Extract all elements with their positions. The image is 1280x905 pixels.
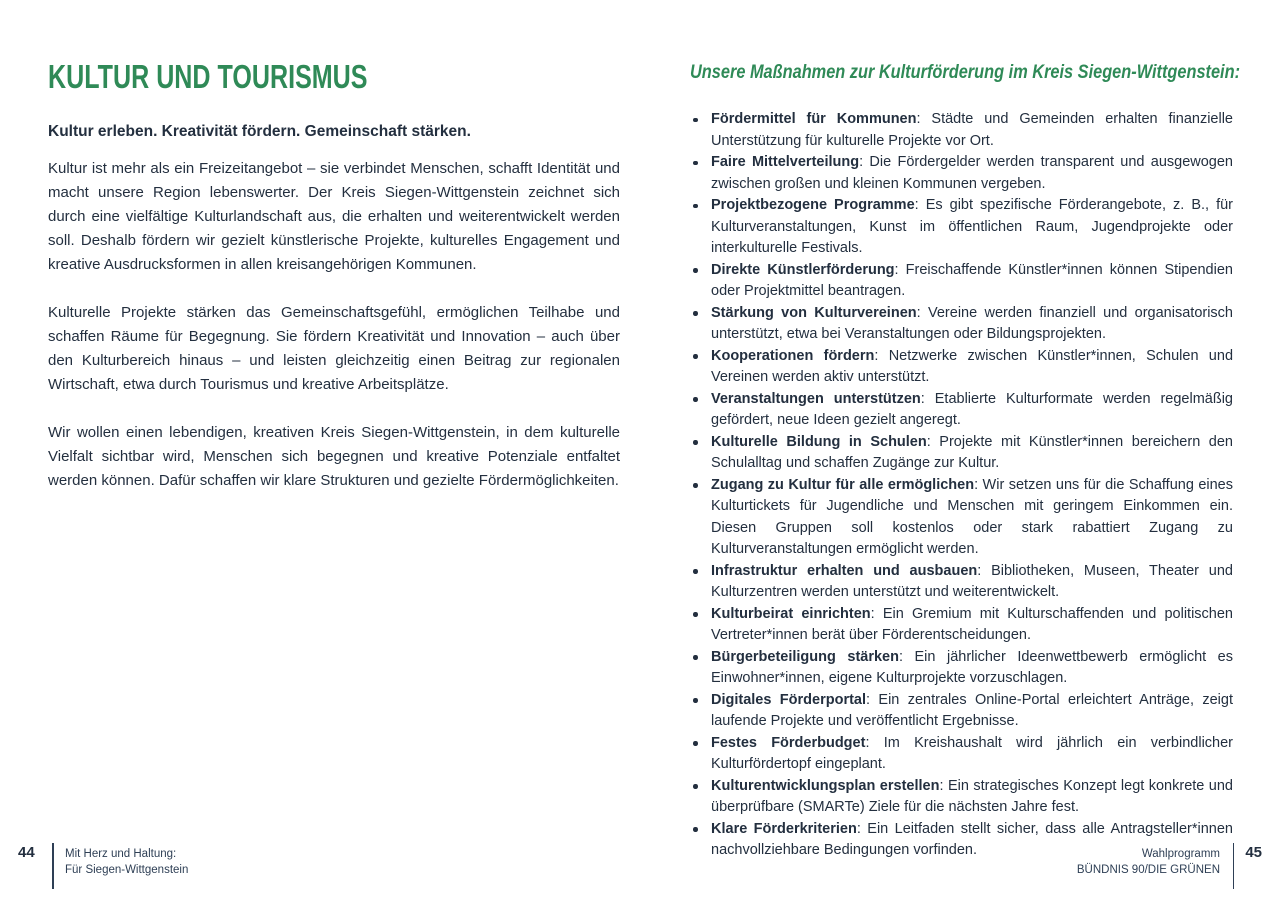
list-item	[690, 475, 1233, 561]
measure-term: Projektbezogene Programme	[711, 197, 915, 213]
list-item	[690, 303, 1233, 346]
bullet-icon	[693, 483, 698, 488]
measure-desc: : Wir setzen uns für die Schaffung eines Kulturtickets für Jugendliche und Menschen mit geringem Einkommen ein. Diesen Gruppen soll kostenlos oder stark rabattiert Zugang zu Kulturveranstaltungen ermöglicht werden.	[711, 476, 1233, 557]
paragraph-3: Wir wollen einen lebendigen, kreativen Kreis Siegen-Wittgenstein, in dem kulturelle Vielfalt sichtbar wird, Menschen sich begegnen und kreative Potenziale entfaltet werden können. Dafür schaffen wir klare Strukturen und gezielte Fördermöglichkeiten.	[48, 424, 620, 489]
footer-line: Wahlprogramm	[1141, 848, 1220, 860]
bullet-icon	[693, 354, 698, 359]
measure-term: Veranstaltungen unterstützen	[711, 390, 921, 407]
bullet-icon	[693, 311, 698, 316]
measure-term: Kulturentwicklungsplan erstellen	[711, 777, 940, 794]
list-item	[690, 604, 1233, 647]
list-item	[690, 260, 1233, 303]
bullet-icon	[693, 268, 698, 273]
footer-line: BÜNDNIS 90/DIE GRÜNEN	[1076, 864, 1220, 876]
measure-term: Stärkung von Kulturvereinen	[711, 304, 917, 321]
measure-term: Festes Förderbudget	[711, 734, 866, 751]
measure-term: Bürgerbeteiligung stärken	[711, 648, 899, 665]
measure-term: Direkte Künstlerförderung	[711, 261, 895, 278]
footer-imprint-right	[1077, 846, 1220, 878]
measure-term: Kulturelle Bildung in Schulen	[711, 433, 927, 450]
right-page	[690, 62, 1241, 862]
measure-desc: : Ein zentrales Online-Portal erleichtert Anträge, zeigt laufende Projekte und veröffentlicht Ergebnisse.	[711, 691, 1233, 729]
paragraph-1: Kultur ist mehr als ein Freizeitangebot – sie verbindet Menschen, schafft Identität und macht unsere Region lebenswerter. Der Kreis Siegen-Wittgenstein zeichnet sich durch eine vielfältige Kulturlandschaft aus, die erhalten und weiterentwickelt werden soll. Deshalb fördern wir gezielt künstlerische Projekte, kulturelles Engagement und kreative Ausdrucksformen in allen kreisangehörigen Kommunen.	[48, 160, 620, 273]
measure-desc: : Es gibt spezifische Förderangebote, z. B., für Kulturveranstaltungen, Kunst im öffentlichen Raum, Jugendprojekte oder interkulturelle Festivals.	[711, 197, 1233, 256]
bullet-icon	[693, 741, 698, 746]
bullet-icon	[693, 655, 698, 660]
measure-term: Faire Mittelverteilung	[711, 154, 860, 170]
bullet-icon	[693, 784, 698, 789]
measure-desc: : Projekte mit Künstler*innen bereichern den Schulalltag und schaffen Zugänge zur Kultur.	[711, 433, 1233, 471]
bullet-icon	[693, 569, 698, 574]
footer-line: Für Siegen-Wittgenstein	[65, 864, 189, 876]
measure-desc: : Städte und Gemeinden erhalten finanzielle Unterstützung für kulturelle Projekte vor Ort.	[711, 111, 1233, 149]
list-item	[690, 195, 1233, 260]
measure-desc: : Ein Leitfaden stellt sicher, dass alle Antragsteller*innen nachvollziehbare Bedingungen vorfinden.	[711, 820, 1233, 858]
measure-term: Infrastruktur erhalten und ausbauen	[711, 562, 978, 579]
page-title: KULTUR UND TOURISMUS	[48, 58, 368, 95]
measure-term: Klare Förderkriterien	[711, 820, 857, 837]
intro-text	[48, 157, 620, 493]
left-page	[48, 58, 620, 493]
footer-divider	[52, 843, 54, 889]
measure-term: Fördermittel für Kommunen	[711, 111, 917, 127]
bullet-icon	[693, 118, 698, 123]
bullet-icon	[693, 440, 698, 445]
list-item	[690, 561, 1233, 604]
measures-list	[690, 109, 1233, 862]
measure-term: Digitales Förderportal	[711, 691, 867, 708]
bullet-icon	[693, 397, 698, 402]
footer-line: Mit Herz und Haltung:	[65, 848, 177, 860]
page-subtitle: Kultur erleben. Kreativität fördern. Gemeinschaft stärken.	[48, 123, 471, 140]
page-number-left: 44	[18, 844, 35, 861]
measure-desc: : Vereine werden finanziell und organisatorisch unterstützt, etwa bei Veranstaltungen oder Bildungsprojekten.	[711, 304, 1233, 342]
measure-desc: : Netzwerke zwischen Künstler*innen, Schulen und Vereinen werden aktiv unterstützt.	[711, 347, 1234, 385]
footer-imprint-left	[65, 846, 188, 878]
list-item	[690, 152, 1233, 195]
list-item	[690, 647, 1233, 690]
measure-term: Zugang zu Kultur für alle ermöglichen	[711, 476, 975, 493]
measure-desc: : Ein Gremium mit Kulturschaffenden und politischen Vertreter*innen berät über Förderentscheidungen.	[711, 605, 1233, 643]
bullet-icon	[693, 827, 698, 832]
list-item	[690, 109, 1233, 152]
list-item	[690, 432, 1233, 475]
bullet-icon	[693, 161, 698, 166]
measure-desc: : Ein strategisches Konzept legt konkrete und überprüfbare (SMARTe) Ziele für die nächsten Jahre fest.	[711, 777, 1234, 815]
bullet-icon	[693, 204, 698, 209]
measure-desc: : Etablierte Kulturformate werden regelmäßig gefördert, neue Ideen gezielt angeregt.	[711, 390, 1233, 428]
measure-desc: : Im Kreishaushalt wird jährlich ein verbindlicher Kulturfördertopf eingeplant.	[711, 734, 1233, 772]
measure-desc: : Die Fördergelder werden transparent und ausgewogen zwischen großen und kleinen Kommunen vergeben.	[711, 154, 1233, 192]
measure-desc: : Freischaffende Künstler*innen können Stipendien oder Projektmittel beantragen.	[711, 261, 1233, 299]
measure-term: Kooperationen fördern	[711, 347, 875, 364]
measures-heading: Unsere Maßnahmen zur Kulturförderung im Kreis Siegen-Wittgenstein:	[690, 62, 1241, 83]
list-item	[690, 776, 1233, 819]
footer-divider	[1233, 843, 1235, 889]
measure-desc: : Ein jährlicher Ideenwettbewerb ermöglicht es Einwohner*innen, eigene Kulturprojekte vorzuschlagen.	[711, 648, 1233, 686]
list-item	[690, 733, 1233, 776]
measure-desc: : Bibliotheken, Museen, Theater und Kulturzentren werden unterstützt und weiterentwickelt.	[711, 562, 1233, 600]
bullet-icon	[693, 698, 698, 703]
list-item	[690, 389, 1233, 432]
paragraph-2: Kulturelle Projekte stärken das Gemeinschaftsgefühl, ermöglichen Teilhabe und schaffen Räume für Begegnung. Sie fördern Kreativität und Innovation – auch über den Kulturbereich hinaus – und leisten gleichzeitig einen Beitrag zur regionalen Wirtschaft, etwa durch Tourismus und kreative Arbeitsplätze.	[48, 304, 620, 393]
bullet-icon	[693, 612, 698, 617]
measure-term: Kulturbeirat einrichten	[711, 605, 871, 622]
page-number-right: 45	[1245, 844, 1262, 861]
list-item	[690, 690, 1233, 733]
list-item	[690, 346, 1233, 389]
